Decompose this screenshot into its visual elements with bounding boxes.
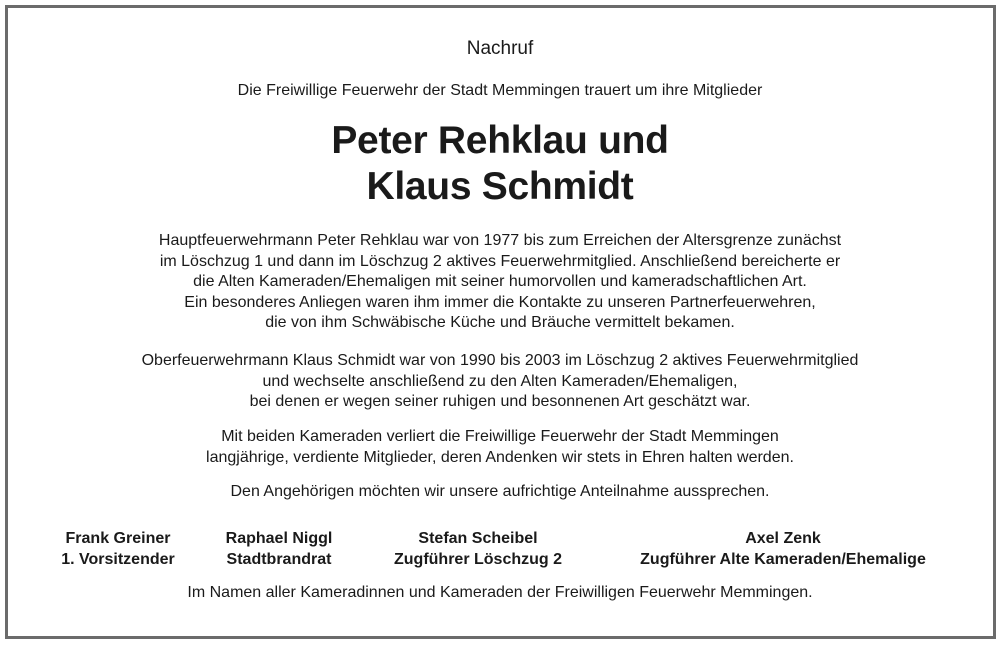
notice-heading: Nachruf: [466, 38, 534, 59]
signatory-role: 1. Vorsitzender: [61, 551, 175, 568]
signatory-name: Raphael Niggl: [225, 530, 333, 547]
text-line: die von ihm Schwäbische Küche und Bräuche vermittelt bekamen.: [265, 314, 735, 331]
text-line: Oberfeuerwehrmann Klaus Schmidt war von 1990 bis 2003 im Löschzug 2 aktives Feuerwehrmitglied: [141, 352, 859, 369]
paragraph-tribute: [0, 427, 1000, 468]
signatory-axel-zenk: [606, 528, 960, 570]
signatory-raphael-niggl: [204, 528, 354, 570]
paragraph-klaus-schmidt: [0, 351, 1000, 413]
deceased-name-line: Peter Rehklau und: [331, 119, 669, 162]
signatory-name: Frank Greiner: [65, 530, 171, 547]
signatory-role: Zugführer Alte Kameraden/Ehemalige: [640, 551, 926, 568]
text-line: die Alten Kameraden/Ehemaligen mit seiner humorvollen und kameradschaftlichen Art.: [193, 273, 807, 290]
signatory-role: Zugführer Löschzug 2: [394, 551, 562, 568]
text-line: bei denen er wegen seiner ruhigen und besonnenen Art geschätzt war.: [249, 393, 751, 410]
notice-subheading: Die Freiwillige Feuerwehr der Stadt Memmingen trauert um ihre Mitglieder: [237, 82, 763, 99]
deceased-names: [0, 118, 1000, 210]
text-line: Ein besonderes Anliegen waren ihm immer die Kontakte zu unseren Partnerfeuerwehren,: [184, 293, 816, 311]
paragraph-condolences: [0, 482, 1000, 503]
deceased-name-line: Klaus Schmidt: [366, 165, 634, 208]
signatory-role: Stadtbrandrat: [226, 551, 332, 568]
text-line: im Löschzug 1 und dann im Löschzug 2 aktives Feuerwehrmitglied. Anschließend bereicherte er: [159, 252, 841, 270]
signatory-frank-greiner: [38, 528, 198, 570]
text-line: Den Angehörigen möchten wir unsere aufrichtige Anteilnahme aussprechen.: [230, 483, 770, 500]
text-line: langjährige, verdiente Mitglieder, deren Andenken wir stets in Ehren halten werden.: [206, 448, 794, 466]
signatory-name: Axel Zenk: [745, 530, 821, 547]
signatory-name: Stefan Scheibel: [418, 530, 538, 547]
paragraph-peter-rehklau: [0, 231, 1000, 334]
notice-footer: Im Namen aller Kameradinnen und Kameraden der Freiwilligen Feuerwehr Memmingen.: [187, 584, 813, 601]
text-line: Hauptfeuerwehrmann Peter Rehklau war von 1977 bis zum Erreichen der Altersgrenze zunächst: [158, 232, 842, 249]
text-line: und wechselte anschließend zu den Alten Kameraden/Ehemaligen,: [262, 372, 738, 390]
text-line: Mit beiden Kameraden verliert die Freiwillige Feuerwehr der Stadt Memmingen: [221, 428, 779, 445]
signatory-stefan-scheibel: [372, 528, 584, 570]
